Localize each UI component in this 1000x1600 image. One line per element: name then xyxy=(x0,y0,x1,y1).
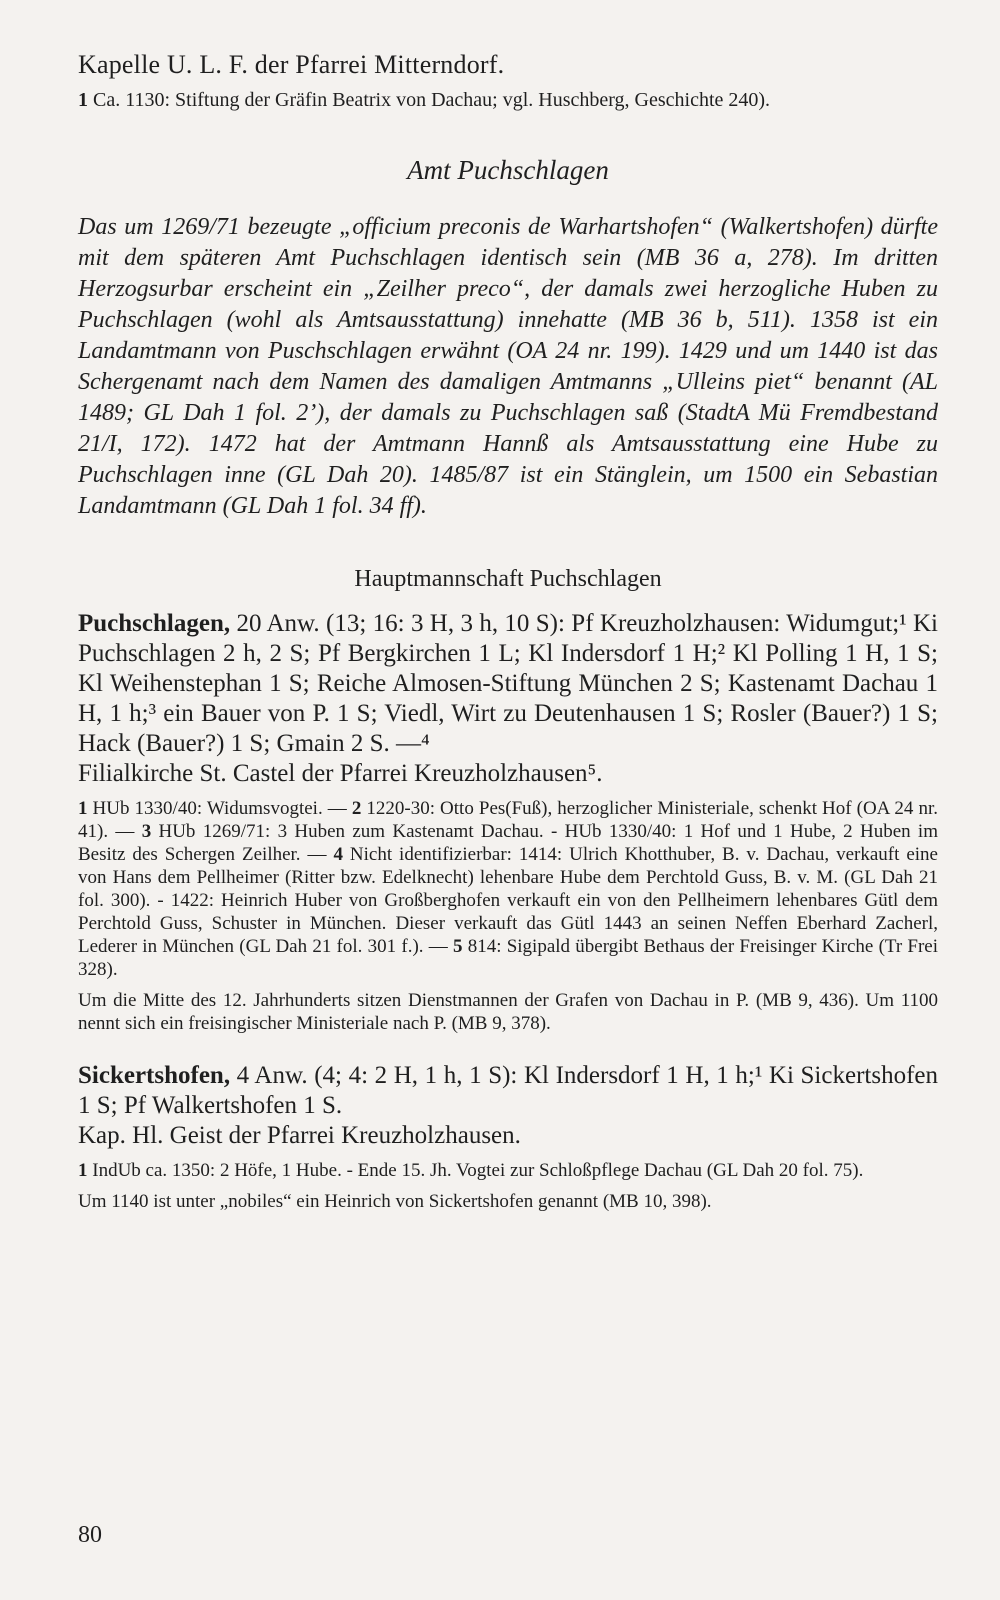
page-number: 80 xyxy=(78,1522,102,1548)
puchschlagen-entry xyxy=(78,609,938,759)
document-page xyxy=(78,50,938,1213)
puchschlagen-church: Filialkirche St. Castel der Pfarrei Kreuzholzhausen⁵. xyxy=(78,760,603,787)
sickertshofen-entry xyxy=(78,1061,938,1121)
footnote-number: 1 xyxy=(78,89,88,111)
sickertshofen-lemma: Sickertshofen, xyxy=(78,1062,231,1089)
footnote-number: 4 xyxy=(333,844,343,865)
puchschlagen-lemma: Puchschlagen, xyxy=(78,610,231,637)
footnote-text: HUb 1269/71: 3 Huben zum Kastenamt Dachau. - HUb 1330/40: 1 Hof und 1 Hube, 2 Huben im Besitz des Schergen Zeilher. — xyxy=(78,821,938,865)
footnote-number: 1 xyxy=(78,1160,88,1181)
footnote-text: Ca. 1130: Stiftung der Gräfin Beatrix von Dachau; vgl. Huschberg, Geschichte 240). xyxy=(88,89,771,111)
amt-title: Amt Puchschlagen xyxy=(407,155,609,185)
footnote-number: 1 xyxy=(78,798,88,819)
footnote-number: 2 xyxy=(351,798,362,819)
puchschlagen-history: Um die Mitte des 12. Jahrhunderts sitzen Dienstmannen der Grafen von Dachau in P. (MB 9, 436). Um 1100 nennt sich ein freisingischer Ministeriale nach P. (MB 9, 378). xyxy=(78,990,938,1034)
sickertshofen-footnote xyxy=(78,1159,938,1182)
puchschlagen-text: 20 Anw. (13; 16: 3 H, 3 h, 10 S): Pf Kreuzholzhausen: Widumgut;¹ Ki Puchschlagen 2 h, 2 S; Pf Bergkirchen 1 L; Kl Indersdorf 1 H;² Kl Polling 1 H, 1 S; Kl Weihenstephan 1 S; Reiche Almosen-Stiftung München 2 S; Kastenamt Dachau 1 H, 1 h;³ ein Bauer von P. 1 S; Viedl, Wirt zu Deutenhausen 1 S; Rosler (Bauer?) 1 S; Hack (Bauer?) 1 S; Gmain 2 S. —⁴ xyxy=(78,610,938,757)
chapel-heading: Kapelle U. L. F. der Pfarrei Mitterndorf. xyxy=(78,50,505,79)
footnote-text: HUb 1330/40: Widumsvogtei. — xyxy=(87,798,352,819)
sickertshofen-church: Kap. Hl. Geist der Pfarrei Kreuzholzhausen. xyxy=(78,1122,521,1149)
hauptmannschaft-title: Hauptmannschaft Puchschlagen xyxy=(354,566,662,592)
footnote-text: 1220-30: Otto Pes(Fuß), herzoglicher Ministeriale, schenkt Hof (OA 24 nr. 41). — xyxy=(78,798,939,842)
puchschlagen-footnotes xyxy=(78,797,938,981)
footnote-text: IndUb ca. 1350: 2 Höfe, 1 Hube. - Ende 15. Jh. Vogtei zur Schloßpflege Dachau (GL Dah 20 fol. 75). xyxy=(87,1160,864,1181)
footnote-text: 814: Sigipald übergibt Bethaus der Freisinger Kirche (Tr Frei 328). xyxy=(78,936,938,980)
sickertshofen-text: 4 Anw. (4; 4: 2 H, 1 h, 1 S): Kl Indersdorf 1 H, 1 h;¹ Ki Sickertshofen 1 S; Pf Walkertshofen 1 S. xyxy=(78,1062,938,1119)
footnote-text: Nicht identifizierbar: 1414: Ulrich Khotthuber, B. v. Dachau, verkauft eine von Hans dem Pellheimer (Ritter bzw. Edelknecht) lehenbare Hube dem Perchtold Guss, B. v. M. (GL Dah 21 fol. 300). - 1422: Heinrich Huber von Großberghofen verkauft ein von den Pellheimern lehenbares Gütl dem Perchtold Guss, Schuster in München. Dieser verkauft das Gütl 1443 an seinen Neffen Eberhard Zacherl, Lederer in München (GL Dah 21 fol. 301 f.). — xyxy=(78,844,938,957)
chapel-footnote xyxy=(78,88,938,112)
footnote-number: 5 xyxy=(452,936,463,957)
sickertshofen-history: Um 1140 ist unter „nobiles“ ein Heinrich von Sickertshofen genannt (MB 10, 398). xyxy=(78,1191,712,1212)
amt-paragraph: Das um 1269/71 bezeugte „officium preconis de Warhartshofen“ (Walkertshofen) dürfte mit dem späteren Amt Puchschlagen identisch sein (MB 36 a, 278). Im dritten Herzogsurbar erscheint ein „Zeilher preco“, der damals zwei herzogliche Huben zu Puchschlagen (wohl als Amtsausstattung) innehatte (MB 36 b, 511). 1358 ist ein Landamtmann von Puschschlagen erwähnt (OA 24 nr. 199). 1429 und um 1440 ist das Schergenamt nach dem Namen des damaligen Amtmanns „Ulleins piet“ benannt (AL 1489; GL Dah 1 fol. 2’), der damals zu Puchschlagen saß (StadtA Mü Fremdbestand 21/I, 172). 1472 hat der Amtmann Hannß als Amtsausstattung eine Hube zu Puchschlagen inne (GL Dah 20). 1485/87 ist ein Stänglein, um 1500 ein Sebastian Landamtmann (GL Dah 1 fol. 34 ff). xyxy=(78,214,938,519)
footnote-number: 3 xyxy=(141,821,152,842)
